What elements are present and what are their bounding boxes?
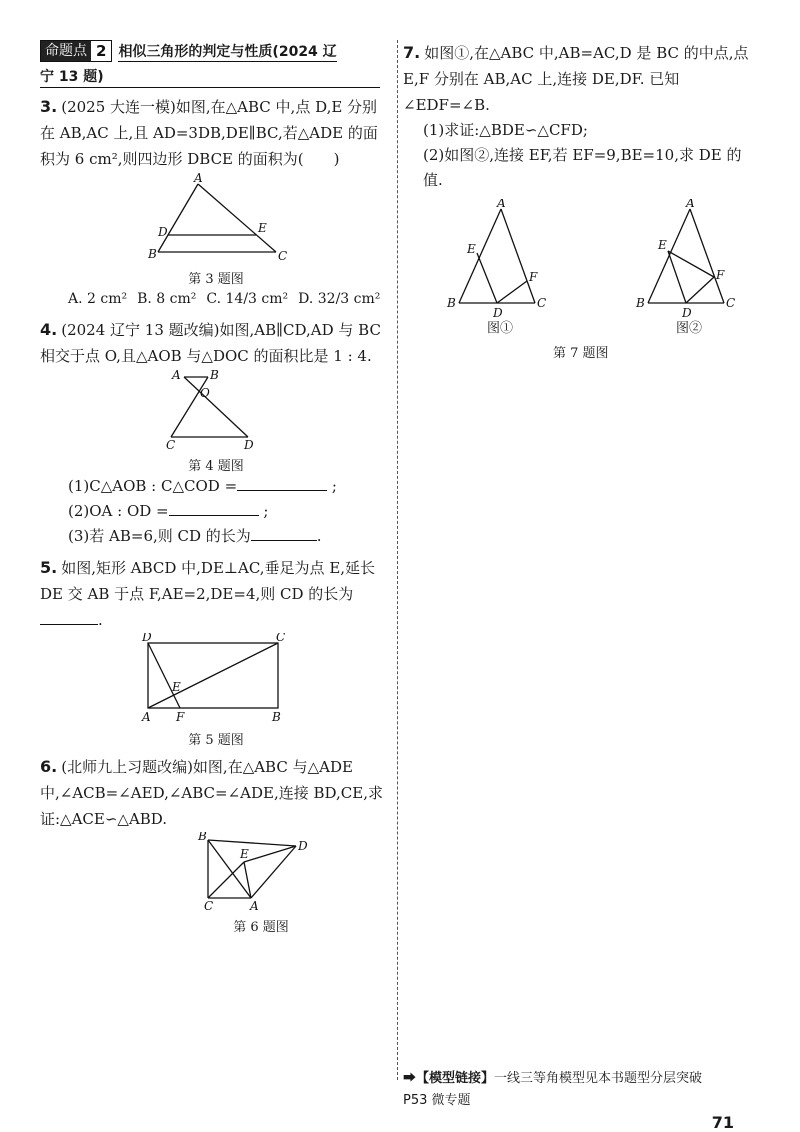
figure-q4 <box>40 369 392 474</box>
point-label-b: B <box>148 247 157 261</box>
point-label-d: D <box>142 633 152 644</box>
point-label-o: O <box>200 386 210 400</box>
figure-caption: 第 5 题图 <box>188 733 244 748</box>
question-text: 如图①,在△ABC 中,AB=AC,D 是 BC 的中点,点 E,F 分别在 AB,AC 上,连接 DE,DF. 已知∠EDF=∠B. <box>403 44 749 114</box>
point-label-b: B <box>636 296 645 310</box>
section-badge-number: 2 <box>91 41 111 61</box>
column-divider <box>397 40 398 1080</box>
question-text: (北师九上习题改编)如图,在△ABC 与△ADE 中,∠ACB=∠AED,∠ABC=∠ADE,连接 BD,CE,求证:△ACE∽△ABD. <box>40 758 383 828</box>
sub-question-text: (1)C△AOB : C△COD = <box>68 477 238 495</box>
question-6 <box>40 754 392 832</box>
point-label-b: B <box>272 710 281 724</box>
sub-question-3: (3)若 AB=6,则 CD 的长为 . <box>68 527 322 545</box>
sub-question-text: (3)若 AB=6,则 CD 的长为 <box>68 527 251 545</box>
figure-q6 <box>130 832 392 935</box>
sub-question-2: (2)OA : OD = ; <box>68 502 269 520</box>
triangle-diagram <box>116 172 316 264</box>
figure-caption: 第 3 题图 <box>188 272 244 287</box>
point-label-a: A <box>194 172 203 185</box>
point-label-c: C <box>726 296 736 310</box>
option-a: A. 2 cm² <box>68 291 128 307</box>
figure-label-2: 图② <box>675 321 702 336</box>
sub-question-1: (1)C△AOB : C△COD = ; <box>68 477 337 495</box>
point-label-e: E <box>240 847 249 861</box>
question-number: 7. <box>403 43 421 62</box>
point-label-e: E <box>658 238 667 252</box>
point-label-e: E <box>258 221 267 235</box>
question-5: 5. 如图,矩形 ABCD 中,DE⊥AC,垂足为点 E,延长 DE 交 AB 于点 F,AE=2,DE=4,则 CD 的长为. <box>40 558 376 629</box>
question-text: (2024 辽宁 13 题改编)如图,AB∥CD,AD 与 BC 相交于点 O,且△AOB 与△DOC 的面积比是 1 : 4. <box>40 321 381 365</box>
model-link-text: 一线三等角模型见本书题型分层突破 <box>494 1071 703 1086</box>
point-label-f: F <box>529 270 538 284</box>
point-label-d: D <box>158 225 168 239</box>
figure-q7-1 <box>445 199 555 336</box>
sub-question-text: (2)OA : OD = <box>68 502 169 520</box>
question-3 <box>40 94 392 172</box>
figure-caption: 第 4 题图 <box>188 459 244 474</box>
point-label-c: C <box>278 249 288 263</box>
arrow-icon: ⮕ <box>403 1071 417 1086</box>
point-label-b: B <box>198 832 207 843</box>
sub-question-1: (1)求证:△BDE∽△CFD; <box>423 121 588 139</box>
sub-question-2: (2)如图②,连接 EF,若 EF=9,BE=10,求 DE 的值. <box>423 146 742 189</box>
two-triangles-diagram <box>196 832 326 912</box>
model-link-tag: 【模型链接】 <box>416 1071 495 1086</box>
question-number: 6. <box>40 757 58 776</box>
point-label-a: A <box>250 899 259 912</box>
section-title: 相似三角形的判定与性质(2024 辽 <box>118 41 336 62</box>
option-c: C. 14/3 cm² <box>206 291 289 307</box>
answer-blank[interactable] <box>237 490 327 491</box>
model-link-ref: P53 微专题 <box>403 1093 471 1108</box>
model-link-note <box>403 1068 758 1112</box>
section-badge <box>40 40 112 62</box>
left-column <box>40 40 392 935</box>
point-label-b: B <box>447 296 456 310</box>
question-text: 如图,矩形 ABCD 中,DE⊥AC,垂足为点 E,延长 DE 交 AB 于点 F,AE=2,DE=4,则 CD 的长为 <box>40 559 376 603</box>
question-number: 3. <box>40 97 58 116</box>
point-label-c: C <box>204 899 214 912</box>
figures-q7 <box>403 193 758 336</box>
point-label-f: F <box>716 268 725 282</box>
point-label-a: A <box>497 199 506 210</box>
point-label-e: E <box>467 242 476 256</box>
page-number: 71 <box>711 1113 734 1132</box>
point-label-d: D <box>682 306 692 320</box>
isosceles-triangle-diagram-1 <box>445 199 555 321</box>
section-header <box>40 40 392 62</box>
point-label-b: B <box>210 369 219 382</box>
figure-q5 <box>40 633 392 748</box>
isosceles-triangle-diagram-2 <box>634 199 744 321</box>
question-4 <box>40 317 392 369</box>
point-label-a: A <box>686 199 695 210</box>
figure-caption: 第 7 题图 <box>553 346 609 361</box>
point-label-f: F <box>176 710 185 724</box>
option-b: B. 8 cm² <box>137 291 197 307</box>
point-label-e: E <box>172 680 181 694</box>
question-number: 4. <box>40 320 58 339</box>
question-7 <box>403 40 758 118</box>
point-label-a: A <box>142 710 151 724</box>
point-label-d: D <box>493 306 503 320</box>
figure-q3 <box>40 172 392 287</box>
question-text: (2025 大连一模)如图,在△ABC 中,点 D,E 分别在 AB,AC 上,且 AD=3DB,DE∥BC,若△ADE 的面积为 6 cm²,则四边形 DBCE 的面积为( ) <box>40 98 378 168</box>
answer-options <box>40 291 392 307</box>
section-title-continued: 宁 13 题) <box>40 66 380 88</box>
point-label-a: A <box>172 369 181 382</box>
option-d: D. 32/3 cm² <box>298 291 381 307</box>
crossing-triangles-diagram <box>156 369 276 451</box>
answer-blank[interactable] <box>169 515 259 516</box>
point-label-d: D <box>244 438 254 451</box>
section-badge-label: 命题点 <box>41 41 91 61</box>
point-label-c: C <box>276 633 286 644</box>
rectangle-diagram <box>136 633 296 725</box>
answer-blank[interactable] <box>251 540 317 541</box>
figure-label-1: 图① <box>486 321 513 336</box>
point-label-c: C <box>166 438 176 451</box>
point-label-d: D <box>298 839 308 853</box>
question-number: 5. <box>40 558 58 577</box>
right-column <box>403 40 758 361</box>
figure-q7-2 <box>634 199 744 336</box>
figure-caption: 第 6 题图 <box>233 920 289 935</box>
answer-blank[interactable] <box>40 624 98 625</box>
point-label-c: C <box>537 296 547 310</box>
